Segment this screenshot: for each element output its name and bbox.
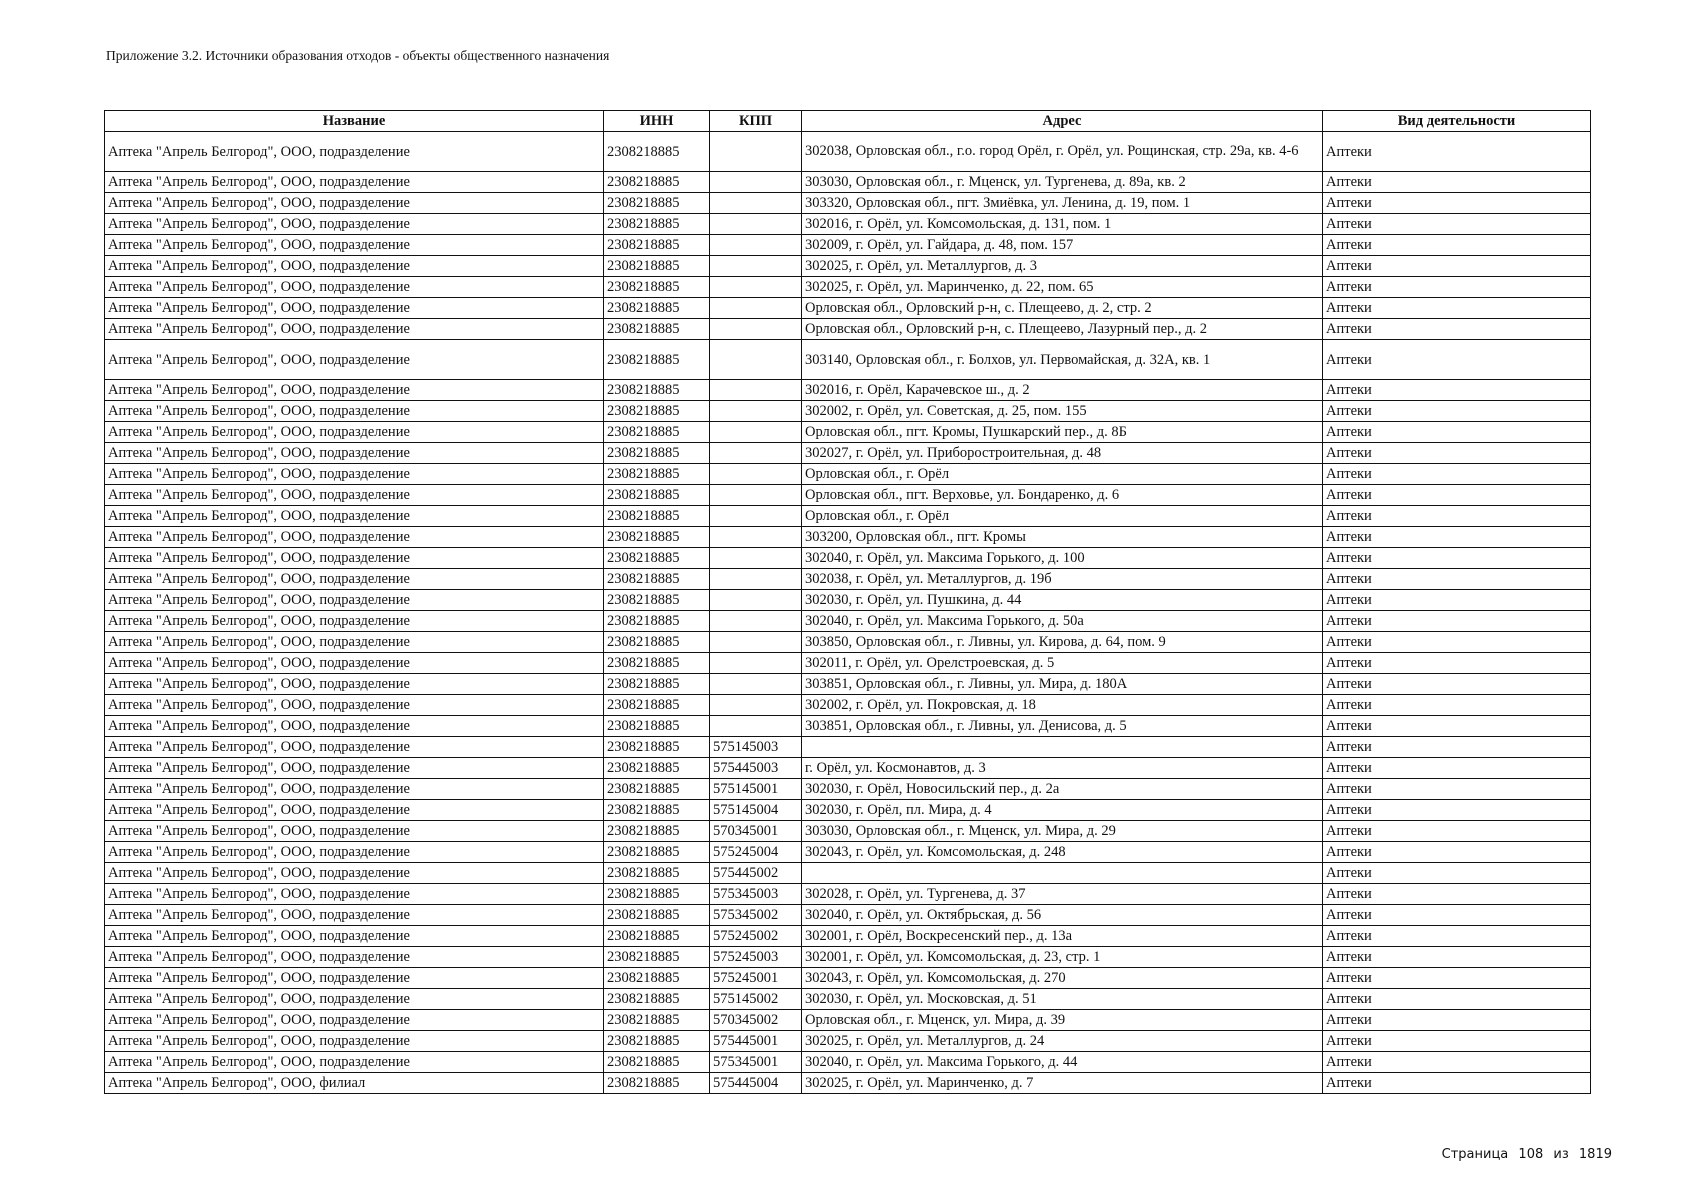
cell-name: Аптека "Апрель Белгород", ООО, подразделение: [105, 611, 604, 632]
cell-inn: 2308218885: [604, 193, 710, 214]
cell-inn: 2308218885: [604, 172, 710, 193]
cell-inn: 2308218885: [604, 842, 710, 863]
cell-kpp: [710, 235, 802, 256]
cell-kpp: 575345002: [710, 905, 802, 926]
cell-name: Аптека "Апрель Белгород", ООО, подразделение: [105, 653, 604, 674]
cell-inn: 2308218885: [604, 905, 710, 926]
cell-name: Аптека "Апрель Белгород", ООО, подразделение: [105, 193, 604, 214]
column-header-address: Адрес: [802, 111, 1323, 132]
cell-address: 302040, г. Орёл, ул. Максима Горького, д. 100: [802, 548, 1323, 569]
cell-inn: 2308218885: [604, 800, 710, 821]
cell-inn: 2308218885: [604, 590, 710, 611]
cell-inn: 2308218885: [604, 611, 710, 632]
cell-address: 302025, г. Орёл, ул. Металлургов, д. 24: [802, 1031, 1323, 1052]
table-row: [105, 235, 1591, 256]
table-row: [105, 674, 1591, 695]
cell-name: Аптека "Апрель Белгород", ООО, подразделение: [105, 172, 604, 193]
cell-name: Аптека "Апрель Белгород", ООО, подразделение: [105, 737, 604, 758]
table-row: [105, 132, 1591, 172]
cell-kpp: [710, 298, 802, 319]
cell-inn: 2308218885: [604, 632, 710, 653]
page-header: Приложение 3.2. Источники образования отходов - объекты общественного назначения: [106, 48, 610, 63]
cell-address: 302030, г. Орёл, ул. Пушкина, д. 44: [802, 590, 1323, 611]
cell-activity: Аптеки: [1323, 1031, 1591, 1052]
cell-kpp: 575145001: [710, 779, 802, 800]
cell-inn: 2308218885: [604, 548, 710, 569]
cell-address: 302030, г. Орёл, ул. Московская, д. 51: [802, 989, 1323, 1010]
cell-name: Аптека "Апрель Белгород", ООО, подразделение: [105, 758, 604, 779]
cell-activity: Аптеки: [1323, 464, 1591, 485]
cell-address: 303851, Орловская обл., г. Ливны, ул. Денисова, д. 5: [802, 716, 1323, 737]
cell-inn: 2308218885: [604, 132, 710, 172]
table-row: [105, 863, 1591, 884]
cell-inn: 2308218885: [604, 1073, 710, 1094]
cell-inn: 2308218885: [604, 340, 710, 380]
cell-activity: Аптеки: [1323, 1010, 1591, 1031]
cell-address: 302040, г. Орёл, ул. Максима Горького, д. 50а: [802, 611, 1323, 632]
cell-name: Аптека "Апрель Белгород", ООО, подразделение: [105, 821, 604, 842]
table-row: [105, 1073, 1591, 1094]
table-row: [105, 569, 1591, 590]
cell-name: Аптека "Апрель Белгород", ООО, подразделение: [105, 422, 604, 443]
cell-name: Аптека "Апрель Белгород", ООО, подразделение: [105, 1052, 604, 1073]
cell-inn: 2308218885: [604, 569, 710, 590]
cell-kpp: [710, 527, 802, 548]
table-row: [105, 800, 1591, 821]
table-row: [105, 716, 1591, 737]
cell-activity: Аптеки: [1323, 926, 1591, 947]
cell-address: 303851, Орловская обл., г. Ливны, ул. Мира, д. 180А: [802, 674, 1323, 695]
table-row: [105, 947, 1591, 968]
cell-activity: Аптеки: [1323, 590, 1591, 611]
cell-name: Аптека "Апрель Белгород", ООО, подразделение: [105, 506, 604, 527]
cell-address: Орловская обл., пгт. Кромы, Пушкарский пер., д. 8Б: [802, 422, 1323, 443]
table-row: [105, 884, 1591, 905]
cell-inn: 2308218885: [604, 695, 710, 716]
cell-activity: Аптеки: [1323, 884, 1591, 905]
cell-activity: Аптеки: [1323, 527, 1591, 548]
cell-inn: 2308218885: [604, 380, 710, 401]
header-row: [105, 111, 1591, 132]
cell-address: 303200, Орловская обл., пгт. Кромы: [802, 527, 1323, 548]
cell-activity: Аптеки: [1323, 569, 1591, 590]
cell-inn: 2308218885: [604, 758, 710, 779]
cell-address: Орловская обл., г. Мценск, ул. Мира, д. 39: [802, 1010, 1323, 1031]
table-row: [105, 277, 1591, 298]
cell-kpp: 575445001: [710, 1031, 802, 1052]
cell-address: 303850, Орловская обл., г. Ливны, ул. Кирова, д. 64, пом. 9: [802, 632, 1323, 653]
cell-name: Аптека "Апрель Белгород", ООО, подразделение: [105, 1010, 604, 1031]
table-row: [105, 611, 1591, 632]
table-header: [105, 111, 1591, 132]
cell-activity: Аптеки: [1323, 716, 1591, 737]
cell-address: 302025, г. Орёл, ул. Маринченко, д. 7: [802, 1073, 1323, 1094]
cell-name: Аптека "Апрель Белгород", ООО, подразделение: [105, 1031, 604, 1052]
cell-inn: 2308218885: [604, 737, 710, 758]
cell-inn: 2308218885: [604, 989, 710, 1010]
cell-activity: Аптеки: [1323, 947, 1591, 968]
cell-inn: 2308218885: [604, 1052, 710, 1073]
cell-kpp: 570345002: [710, 1010, 802, 1031]
cell-address: 302043, г. Орёл, ул. Комсомольская, д. 270: [802, 968, 1323, 989]
cell-activity: Аптеки: [1323, 443, 1591, 464]
cell-kpp: [710, 485, 802, 506]
table-row: [105, 443, 1591, 464]
cell-address: 303140, Орловская обл., г. Болхов, ул. Первомайская, д. 32А, кв. 1: [802, 340, 1323, 380]
cell-activity: Аптеки: [1323, 298, 1591, 319]
cell-name: Аптека "Апрель Белгород", ООО, подразделение: [105, 401, 604, 422]
cell-activity: Аптеки: [1323, 989, 1591, 1010]
cell-inn: 2308218885: [604, 319, 710, 340]
cell-activity: Аптеки: [1323, 779, 1591, 800]
cell-name: Аптека "Апрель Белгород", ООО, подразделение: [105, 548, 604, 569]
cell-activity: Аптеки: [1323, 132, 1591, 172]
cell-activity: Аптеки: [1323, 401, 1591, 422]
cell-activity: Аптеки: [1323, 863, 1591, 884]
cell-kpp: 575145003: [710, 737, 802, 758]
cell-kpp: [710, 256, 802, 277]
cell-kpp: [710, 464, 802, 485]
cell-activity: Аптеки: [1323, 485, 1591, 506]
table-row: [105, 632, 1591, 653]
cell-kpp: 575245002: [710, 926, 802, 947]
cell-activity: Аптеки: [1323, 905, 1591, 926]
cell-address: 302001, г. Орёл, ул. Комсомольская, д. 23, стр. 1: [802, 947, 1323, 968]
cell-name: Аптека "Апрель Белгород", ООО, подразделение: [105, 947, 604, 968]
cell-address: 302040, г. Орёл, ул. Октябрьская, д. 56: [802, 905, 1323, 926]
footer-page-label: Страница: [1441, 1147, 1509, 1162]
cell-address: 302040, г. Орёл, ул. Максима Горького, д. 44: [802, 1052, 1323, 1073]
cell-activity: Аптеки: [1323, 968, 1591, 989]
cell-kpp: 575445004: [710, 1073, 802, 1094]
column-header-kpp: КПП: [710, 111, 802, 132]
cell-address: 302030, г. Орёл, пл. Мира, д. 4: [802, 800, 1323, 821]
cell-kpp: 575245003: [710, 947, 802, 968]
cell-name: Аптека "Апрель Белгород", ООО, подразделение: [105, 569, 604, 590]
table-row: [105, 485, 1591, 506]
cell-activity: Аптеки: [1323, 193, 1591, 214]
cell-name: Аптека "Апрель Белгород", ООО, подразделение: [105, 214, 604, 235]
cell-kpp: [710, 506, 802, 527]
cell-inn: 2308218885: [604, 863, 710, 884]
cell-inn: 2308218885: [604, 1010, 710, 1031]
table-body: [105, 132, 1591, 1094]
cell-address: 302038, г. Орёл, ул. Металлургов, д. 19б: [802, 569, 1323, 590]
cell-address: 302016, г. Орёл, ул. Комсомольская, д. 131, пом. 1: [802, 214, 1323, 235]
cell-inn: 2308218885: [604, 716, 710, 737]
cell-address: 302030, г. Орёл, Новосильский пер., д. 2а: [802, 779, 1323, 800]
table-row: [105, 758, 1591, 779]
table-row: [105, 968, 1591, 989]
table-row: [105, 842, 1591, 863]
table-row: [105, 319, 1591, 340]
cell-inn: 2308218885: [604, 235, 710, 256]
cell-kpp: [710, 548, 802, 569]
cell-inn: 2308218885: [604, 821, 710, 842]
table-row: [105, 695, 1591, 716]
page-footer: [1442, 1147, 1612, 1162]
footer-page-number: 108: [1518, 1147, 1544, 1162]
cell-name: Аптека "Апрель Белгород", ООО, подразделение: [105, 884, 604, 905]
footer-page-of: из: [1553, 1147, 1569, 1162]
cell-kpp: [710, 590, 802, 611]
cell-activity: Аптеки: [1323, 422, 1591, 443]
cell-address: Орловская обл., г. Орёл: [802, 464, 1323, 485]
cell-address: Орловская обл., Орловский р-н, с. Плещеево, д. 2, стр. 2: [802, 298, 1323, 319]
cell-name: Аптека "Апрель Белгород", ООО, подразделение: [105, 277, 604, 298]
cell-inn: 2308218885: [604, 926, 710, 947]
cell-activity: Аптеки: [1323, 340, 1591, 380]
table-row: [105, 779, 1591, 800]
cell-address: 302002, г. Орёл, ул. Покровская, д. 18: [802, 695, 1323, 716]
table-row: [105, 298, 1591, 319]
cell-address: 303030, Орловская обл., г. Мценск, ул. Тургенева, д. 89а, кв. 2: [802, 172, 1323, 193]
cell-kpp: 575345003: [710, 884, 802, 905]
cell-activity: Аптеки: [1323, 1052, 1591, 1073]
table-row: [105, 905, 1591, 926]
cell-name: Аптека "Апрель Белгород", ООО, подразделение: [105, 443, 604, 464]
cell-kpp: [710, 340, 802, 380]
cell-address: 302027, г. Орёл, ул. Приборостроительная, д. 48: [802, 443, 1323, 464]
cell-inn: 2308218885: [604, 443, 710, 464]
cell-kpp: [710, 277, 802, 298]
cell-name: Аптека "Апрель Белгород", ООО, подразделение: [105, 674, 604, 695]
cell-inn: 2308218885: [604, 485, 710, 506]
cell-address: Орловская обл., пгт. Верховье, ул. Бондаренко, д. 6: [802, 485, 1323, 506]
cell-kpp: [710, 422, 802, 443]
cell-activity: Аптеки: [1323, 842, 1591, 863]
cell-name: Аптека "Апрель Белгород", ООО, подразделение: [105, 464, 604, 485]
cell-kpp: [710, 172, 802, 193]
cell-inn: 2308218885: [604, 884, 710, 905]
cell-activity: Аптеки: [1323, 674, 1591, 695]
cell-kpp: [710, 193, 802, 214]
cell-name: Аптека "Апрель Белгород", ООО, подразделение: [105, 319, 604, 340]
cell-inn: 2308218885: [604, 947, 710, 968]
cell-kpp: [710, 380, 802, 401]
cell-inn: 2308218885: [604, 1031, 710, 1052]
cell-inn: 2308218885: [604, 779, 710, 800]
cell-inn: 2308218885: [604, 298, 710, 319]
cell-activity: Аптеки: [1323, 548, 1591, 569]
cell-kpp: [710, 319, 802, 340]
cell-activity: Аптеки: [1323, 611, 1591, 632]
cell-kpp: 575145004: [710, 800, 802, 821]
table-row: [105, 464, 1591, 485]
cell-address: Орловская обл., Орловский р-н, с. Плещеево, Лазурный пер., д. 2: [802, 319, 1323, 340]
cell-activity: Аптеки: [1323, 695, 1591, 716]
cell-inn: 2308218885: [604, 256, 710, 277]
cell-kpp: 575245001: [710, 968, 802, 989]
table-row: [105, 989, 1591, 1010]
table-row: [105, 401, 1591, 422]
cell-kpp: [710, 674, 802, 695]
table-row: [105, 214, 1591, 235]
cell-activity: Аптеки: [1323, 758, 1591, 779]
cell-address: 302025, г. Орёл, ул. Металлургов, д. 3: [802, 256, 1323, 277]
cell-inn: 2308218885: [604, 277, 710, 298]
cell-name: Аптека "Апрель Белгород", ООО, подразделение: [105, 340, 604, 380]
cell-name: Аптека "Апрель Белгород", ООО, подразделение: [105, 298, 604, 319]
cell-address: 302028, г. Орёл, ул. Тургенева, д. 37: [802, 884, 1323, 905]
cell-address: [802, 863, 1323, 884]
cell-name: Аптека "Апрель Белгород", ООО, подразделение: [105, 842, 604, 863]
cell-kpp: 570345001: [710, 821, 802, 842]
column-header-activity: Вид деятельности: [1323, 111, 1591, 132]
sources-table: [104, 110, 1591, 1094]
cell-name: Аптека "Апрель Белгород", ООО, подразделение: [105, 380, 604, 401]
cell-activity: Аптеки: [1323, 653, 1591, 674]
cell-inn: 2308218885: [604, 674, 710, 695]
cell-inn: 2308218885: [604, 653, 710, 674]
cell-activity: Аптеки: [1323, 1073, 1591, 1094]
cell-activity: Аптеки: [1323, 821, 1591, 842]
cell-activity: Аптеки: [1323, 632, 1591, 653]
cell-name: Аптека "Апрель Белгород", ООО, подразделение: [105, 527, 604, 548]
table-row: [105, 256, 1591, 277]
table-row: [105, 506, 1591, 527]
cell-address: г. Орёл, ул. Космонавтов, д. 3: [802, 758, 1323, 779]
cell-activity: Аптеки: [1323, 256, 1591, 277]
cell-inn: 2308218885: [604, 214, 710, 235]
cell-kpp: [710, 569, 802, 590]
cell-name: Аптека "Апрель Белгород", ООО, подразделение: [105, 968, 604, 989]
cell-activity: Аптеки: [1323, 319, 1591, 340]
cell-name: Аптека "Апрель Белгород", ООО, подразделение: [105, 989, 604, 1010]
cell-kpp: [710, 401, 802, 422]
footer-page-total: 1819: [1578, 1147, 1612, 1162]
cell-kpp: [710, 653, 802, 674]
cell-inn: 2308218885: [604, 527, 710, 548]
table-row: [105, 821, 1591, 842]
table-row: [105, 527, 1591, 548]
cell-name: Аптека "Апрель Белгород", ООО, подразделение: [105, 863, 604, 884]
cell-name: Аптека "Апрель Белгород", ООО, подразделение: [105, 256, 604, 277]
cell-kpp: 575445002: [710, 863, 802, 884]
cell-inn: 2308218885: [604, 401, 710, 422]
cell-activity: Аптеки: [1323, 214, 1591, 235]
cell-activity: Аптеки: [1323, 800, 1591, 821]
cell-kpp: 575345001: [710, 1052, 802, 1073]
table-row: [105, 590, 1591, 611]
sources-table-container: [104, 110, 1590, 1094]
cell-name: Аптека "Апрель Белгород", ООО, подразделение: [105, 132, 604, 172]
table-row: [105, 926, 1591, 947]
table-row: [105, 737, 1591, 758]
cell-kpp: [710, 632, 802, 653]
cell-kpp: [710, 214, 802, 235]
cell-activity: Аптеки: [1323, 172, 1591, 193]
table-row: [105, 422, 1591, 443]
table-row: [105, 340, 1591, 380]
cell-address: 303030, Орловская обл., г. Мценск, ул. Мира, д. 29: [802, 821, 1323, 842]
cell-address: Орловская обл., г. Орёл: [802, 506, 1323, 527]
table-row: [105, 1052, 1591, 1073]
cell-name: Аптека "Апрель Белгород", ООО, филиал: [105, 1073, 604, 1094]
cell-activity: Аптеки: [1323, 380, 1591, 401]
cell-kpp: 575245004: [710, 842, 802, 863]
cell-name: Аптека "Апрель Белгород", ООО, подразделение: [105, 905, 604, 926]
cell-name: Аптека "Апрель Белгород", ООО, подразделение: [105, 632, 604, 653]
cell-kpp: 575445003: [710, 758, 802, 779]
cell-name: Аптека "Апрель Белгород", ООО, подразделение: [105, 235, 604, 256]
cell-address: 302025, г. Орёл, ул. Маринченко, д. 22, пом. 65: [802, 277, 1323, 298]
table-row: [105, 193, 1591, 214]
cell-activity: Аптеки: [1323, 277, 1591, 298]
cell-kpp: [710, 443, 802, 464]
cell-address: 302002, г. Орёл, ул. Советская, д. 25, пом. 155: [802, 401, 1323, 422]
table-row: [105, 548, 1591, 569]
cell-inn: 2308218885: [604, 422, 710, 443]
cell-address: [802, 737, 1323, 758]
table-row: [105, 380, 1591, 401]
cell-name: Аптека "Апрель Белгород", ООО, подразделение: [105, 779, 604, 800]
column-header-inn: ИНН: [604, 111, 710, 132]
column-header-name: Название: [105, 111, 604, 132]
cell-name: Аптека "Апрель Белгород", ООО, подразделение: [105, 695, 604, 716]
cell-inn: 2308218885: [604, 464, 710, 485]
cell-address: 302009, г. Орёл, ул. Гайдара, д. 48, пом. 157: [802, 235, 1323, 256]
cell-address: 302016, г. Орёл, Карачевское ш., д. 2: [802, 380, 1323, 401]
table-row: [105, 1031, 1591, 1052]
cell-address: 302043, г. Орёл, ул. Комсомольская, д. 248: [802, 842, 1323, 863]
cell-address: 303320, Орловская обл., пгт. Змиёвка, ул. Ленина, д. 19, пом. 1: [802, 193, 1323, 214]
cell-activity: Аптеки: [1323, 737, 1591, 758]
cell-address: 302011, г. Орёл, ул. Орелстроевская, д. 5: [802, 653, 1323, 674]
cell-name: Аптека "Апрель Белгород", ООО, подразделение: [105, 485, 604, 506]
cell-activity: Аптеки: [1323, 506, 1591, 527]
cell-name: Аптека "Апрель Белгород", ООО, подразделение: [105, 926, 604, 947]
cell-name: Аптека "Апрель Белгород", ООО, подразделение: [105, 800, 604, 821]
cell-kpp: 575145002: [710, 989, 802, 1010]
cell-kpp: [710, 611, 802, 632]
table-row: [105, 653, 1591, 674]
table-row: [105, 172, 1591, 193]
cell-address: 302038, Орловская обл., г.о. город Орёл, г. Орёл, ул. Рощинская, стр. 29а, кв. 4-6: [802, 132, 1323, 172]
cell-kpp: [710, 132, 802, 172]
cell-address: 302001, г. Орёл, Воскресенский пер., д. 13а: [802, 926, 1323, 947]
cell-kpp: [710, 695, 802, 716]
cell-kpp: [710, 716, 802, 737]
table-row: [105, 1010, 1591, 1031]
cell-activity: Аптеки: [1323, 235, 1591, 256]
cell-name: Аптека "Апрель Белгород", ООО, подразделение: [105, 590, 604, 611]
cell-inn: 2308218885: [604, 968, 710, 989]
cell-name: Аптека "Апрель Белгород", ООО, подразделение: [105, 716, 604, 737]
cell-inn: 2308218885: [604, 506, 710, 527]
